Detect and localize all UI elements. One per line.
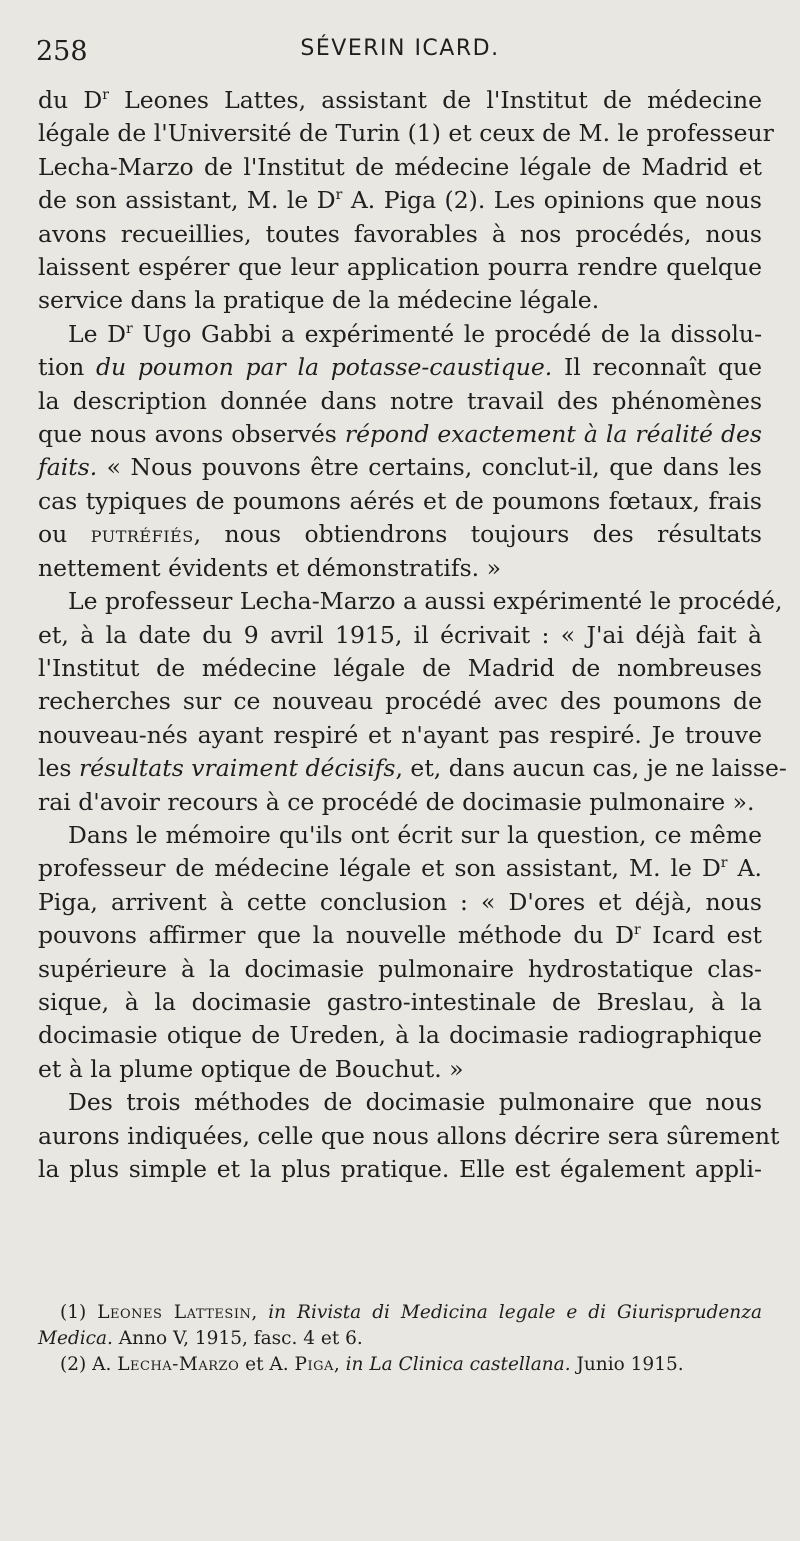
page-header bbox=[0, 30, 800, 70]
text-line: la plus simple et la plus pratique. Elle est également appli- bbox=[38, 1155, 762, 1183]
text-line: rai d'avoir recours à ce procédé de docimasie pulmonaire ». bbox=[38, 787, 755, 816]
footnotes bbox=[38, 1300, 762, 1378]
paragraph bbox=[38, 585, 787, 819]
text-line: avons recueillies, toutes favorables à nos procédés, nous bbox=[38, 219, 762, 248]
text-line: Dans le mémoire qu'ils ont écrit sur la question, ce même bbox=[68, 820, 762, 849]
text-line: Piga, arrivent à cette conclusion : « D'ores et déjà, nous bbox=[38, 887, 762, 916]
text-line: service dans la pratique de la médecine légale. bbox=[38, 286, 600, 315]
text-line: légale de l'Université de Turin (1) et ceux de M. le professeur bbox=[38, 119, 774, 148]
text-line: et à la plume optique de Bouchut. » bbox=[38, 1054, 464, 1083]
text-line: cas typiques de poumons aérés et de poumons fœtaux, frais bbox=[38, 486, 762, 515]
footnote bbox=[38, 1352, 762, 1378]
text-line: nouveau-nés ayant respiré et n'ayant pas respiré. Je trouve bbox=[38, 720, 762, 749]
footnote bbox=[38, 1300, 762, 1352]
text-line: Lecha-Marzo de l'Institut de médecine légale de Madrid et bbox=[38, 152, 762, 181]
text-line: l'Institut de médecine légale de Madrid de nombreuses bbox=[38, 653, 762, 682]
text-line: pouvons affirmer que la nouvelle méthode du $D^r$ Icard est bbox=[38, 921, 762, 950]
paragraph bbox=[38, 84, 774, 318]
text-line: aurons indiquées, celle que nous allons décrire sera sûrement bbox=[38, 1121, 780, 1150]
text-line: nettement évidents et démonstratifs. » bbox=[38, 553, 501, 582]
text-line: Des trois méthodes de docimasie pulmonaire que nous bbox=[68, 1088, 762, 1117]
text-line: les résultats vraiment décisifs, et, dans aucun cas, je ne laisse- bbox=[38, 754, 787, 783]
text-line: docimasie otique de Ureden, à la docimasie radiographique bbox=[38, 1021, 762, 1050]
body-text bbox=[38, 84, 787, 1186]
paragraph bbox=[38, 1086, 780, 1186]
page-number: 258 bbox=[36, 36, 88, 67]
text-line: Le $D^r$ Ugo Gabbi a expérimenté le procédé de la dissolu- bbox=[68, 319, 763, 348]
text-line: supérieure à la docimasie pulmonaire hydrostatique clas- bbox=[38, 954, 762, 983]
text-line: ou putréfiés, nous obtiendrons toujours des résultats bbox=[38, 520, 762, 549]
paragraph bbox=[38, 318, 762, 585]
footnote-line: (1) Leones Lattesin, in Rivista di Medicina legale e di Giurisprudenza bbox=[60, 1302, 762, 1323]
text-line: sique, à la docimasie gastro-intestinale de Breslau, à la bbox=[38, 987, 762, 1016]
text-line: laissent espérer que leur application pourra rendre quelque bbox=[38, 253, 762, 282]
text-line: que nous avons observés répond exactement à la réalité des bbox=[38, 420, 762, 449]
text-line: recherches sur ce nouveau procédé avec des poumons de bbox=[38, 687, 762, 716]
text-line: professeur de médecine légale et son assistant, M. le $D^r$ A. bbox=[38, 854, 762, 883]
footnote-line: Medica. Anno V, 1915, fasc. 4 et 6. bbox=[38, 1328, 363, 1349]
text-line: et, à la date du 9 avril 1915, il écrivait : « J'ai déjà fait à bbox=[38, 620, 762, 649]
text-line: tion du poumon par la potasse-caustique. Il reconnaît que bbox=[38, 353, 762, 382]
paragraph bbox=[38, 819, 762, 1086]
text-line: la description donnée dans notre travail des phénomènes bbox=[38, 386, 762, 415]
footnote-line: (2) A. Lecha-Marzo et A. Piga, in La Clinica castellana. Junio 1915. bbox=[60, 1354, 684, 1375]
text-line: de son assistant, M. le $D^r$ A. Piga (2). Les opinions que nous bbox=[38, 186, 762, 215]
text-line: faits. « Nous pouvons être certains, conclut-il, que dans les bbox=[38, 453, 762, 482]
text-line: du $D^r$ Leones Lattes, assistant de l'Institut de médecine bbox=[38, 86, 762, 114]
text-line: Le professeur Lecha-Marzo a aussi expérimenté le procédé, bbox=[68, 587, 783, 616]
running-head: SÉVERIN ICARD. bbox=[300, 36, 500, 61]
